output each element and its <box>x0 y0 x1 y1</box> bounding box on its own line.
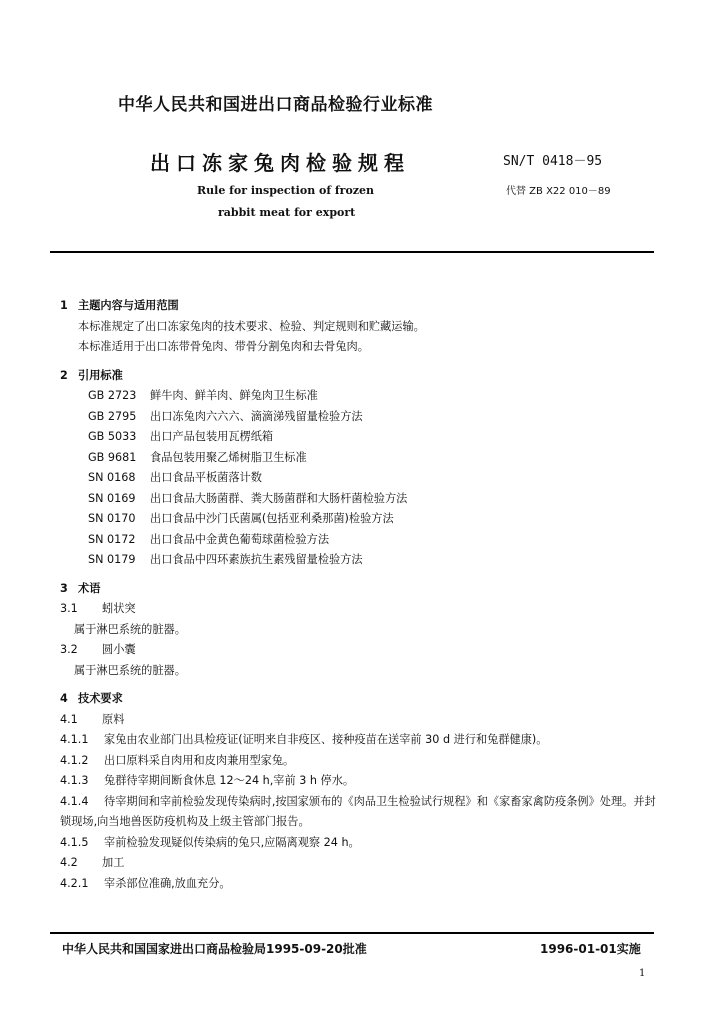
reference-name: 出口食品大肠菌群、粪大肠菌群和大肠杆菌检验方法 <box>150 491 408 505</box>
industry-standard-heading: 中华人民共和国进出口商品检验行业标准 <box>118 95 433 115</box>
reference-code: SN 0179 <box>88 553 136 566</box>
reference-code: SN 0168 <box>88 471 136 484</box>
term-definition: 属于淋巴系统的脏器。 <box>74 622 186 636</box>
clause <box>60 771 660 792</box>
clause <box>60 853 660 874</box>
paragraph: 本标准适用于出口冻带骨兔肉、带骨分割兔肉和去骨兔肉。 <box>78 340 369 353</box>
reference-name: 出口食品平板菌落计数 <box>150 471 262 484</box>
section-title: 主题内容与适用范围 <box>78 299 179 312</box>
clause-text: 待宰期间和宰前检验发现传染病时,按国家颁布的《肉品卫生检验试行规程》和《家畜家禽防疫条例》处理。并封锁现场,向当地兽医防疫机构及上级主管部门报告。 <box>60 794 656 828</box>
section-number: 4 <box>60 692 68 705</box>
reference-item <box>60 489 660 510</box>
reference-code: SN 0169 <box>88 491 136 505</box>
clause-number: 4.1.4 <box>60 794 89 808</box>
clause <box>60 874 660 895</box>
clause <box>60 792 660 833</box>
section-title: 引用标准 <box>78 368 123 382</box>
document-title: 出口冻家兔肉检验规程 <box>150 151 410 175</box>
reference-code: SN 0172 <box>88 532 136 546</box>
reference-name: 出口产品包装用瓦楞纸箱 <box>150 430 274 443</box>
section-3-heading <box>60 579 660 600</box>
clause-number: 4.1.1 <box>60 733 89 746</box>
reference-item <box>60 550 660 571</box>
reference-item <box>60 427 660 448</box>
reference-item <box>60 386 660 407</box>
reference-name: 出口食品中沙门氏菌属(包括亚利桑那菌)检验方法 <box>150 512 394 525</box>
footer-divider <box>50 932 654 934</box>
reference-name: 出口冻兔肉六六六、滴滴涕残留量检验方法 <box>150 409 363 423</box>
clause <box>60 730 660 751</box>
clause-number: 4.1.2 <box>60 753 89 767</box>
clause <box>60 833 660 854</box>
clause <box>60 751 660 772</box>
reference-code: GB 2795 <box>88 409 137 423</box>
term-item <box>60 640 660 661</box>
reference-item <box>60 448 660 469</box>
clause-number: 4.2 <box>60 856 78 869</box>
reference-item <box>60 407 660 428</box>
clause-text: 兔群待宰期间断食休息 12～24 h,宰前 3 h 停水。 <box>104 774 355 787</box>
reference-item <box>60 509 660 530</box>
clause-text: 宰前检验发现疑似传染病的兔只,应隔离观察 24 h。 <box>104 835 360 849</box>
section-number: 3 <box>60 581 68 595</box>
english-title-line-1: Rule for inspection of frozen <box>197 184 375 197</box>
section-2-heading <box>60 366 660 387</box>
section-title: 术语 <box>78 581 101 595</box>
reference-name: 鲜牛肉、鲜羊肉、鲜兔肉卫生标准 <box>150 389 318 402</box>
clause-number: 4.1 <box>60 712 78 726</box>
reference-code: GB 9681 <box>88 450 137 464</box>
term-name: 蚓状突 <box>102 602 136 615</box>
reference-name: 出口食品中金黄色葡萄球菌检验方法 <box>150 532 330 546</box>
reference-name: 食品包装用聚乙烯树脂卫生标准 <box>150 450 307 464</box>
paragraph: 本标准规定了出口冻家兔肉的技术要求、检验、判定规则和贮藏运输。 <box>78 319 425 333</box>
clause-number: 4.1.3 <box>60 774 89 787</box>
reference-code: SN 0170 <box>88 512 136 525</box>
clause-text: 宰杀部位准确,放血充分。 <box>104 876 231 890</box>
section-title: 技术要求 <box>78 692 123 705</box>
section-number: 1 <box>60 299 68 312</box>
english-title-line-2: rabbit meat for export <box>218 206 356 219</box>
page-number: 1 <box>639 968 646 979</box>
reference-code: GB 2723 <box>88 389 137 402</box>
section-1-heading <box>60 296 660 317</box>
clause-text: 出口原料采自肉用和皮肉兼用型家兔。 <box>104 753 295 767</box>
clause <box>60 710 660 731</box>
term-definition: 属于淋巴系统的脏器。 <box>74 663 186 677</box>
clause-number: 3.1 <box>60 602 78 615</box>
section-number: 2 <box>60 368 68 382</box>
reference-code: GB 5033 <box>88 430 137 443</box>
term-name: 圆小囊 <box>102 643 136 656</box>
clause-text: 原料 <box>102 712 125 726</box>
reference-item <box>60 530 660 551</box>
reference-item <box>60 468 660 489</box>
clause-text: 家兔由农业部门出具检疫证(证明来自非疫区、接种疫苗在送宰前 30 d 进行和兔群健康)。 <box>104 733 548 746</box>
clause-number: 3.2 <box>60 643 78 656</box>
clause-number: 4.2.1 <box>60 876 89 890</box>
reference-name: 出口食品中四环素族抗生素残留量检验方法 <box>150 553 363 566</box>
clause-number: 4.1.5 <box>60 835 89 849</box>
section-4-heading <box>60 689 660 710</box>
clause-text: 加工 <box>102 856 125 869</box>
effective-date: 1996-01-01实施 <box>540 942 641 956</box>
replaces-standard: 代替 ZB X22 010－89 <box>506 186 611 197</box>
header-divider <box>50 251 654 253</box>
document-body <box>60 296 660 894</box>
standard-number: SN/T 0418－95 <box>503 154 603 169</box>
approval-statement: 中华人民共和国国家进出口商品检验局1995-09-20批准 <box>62 942 367 956</box>
term-item <box>60 599 660 620</box>
